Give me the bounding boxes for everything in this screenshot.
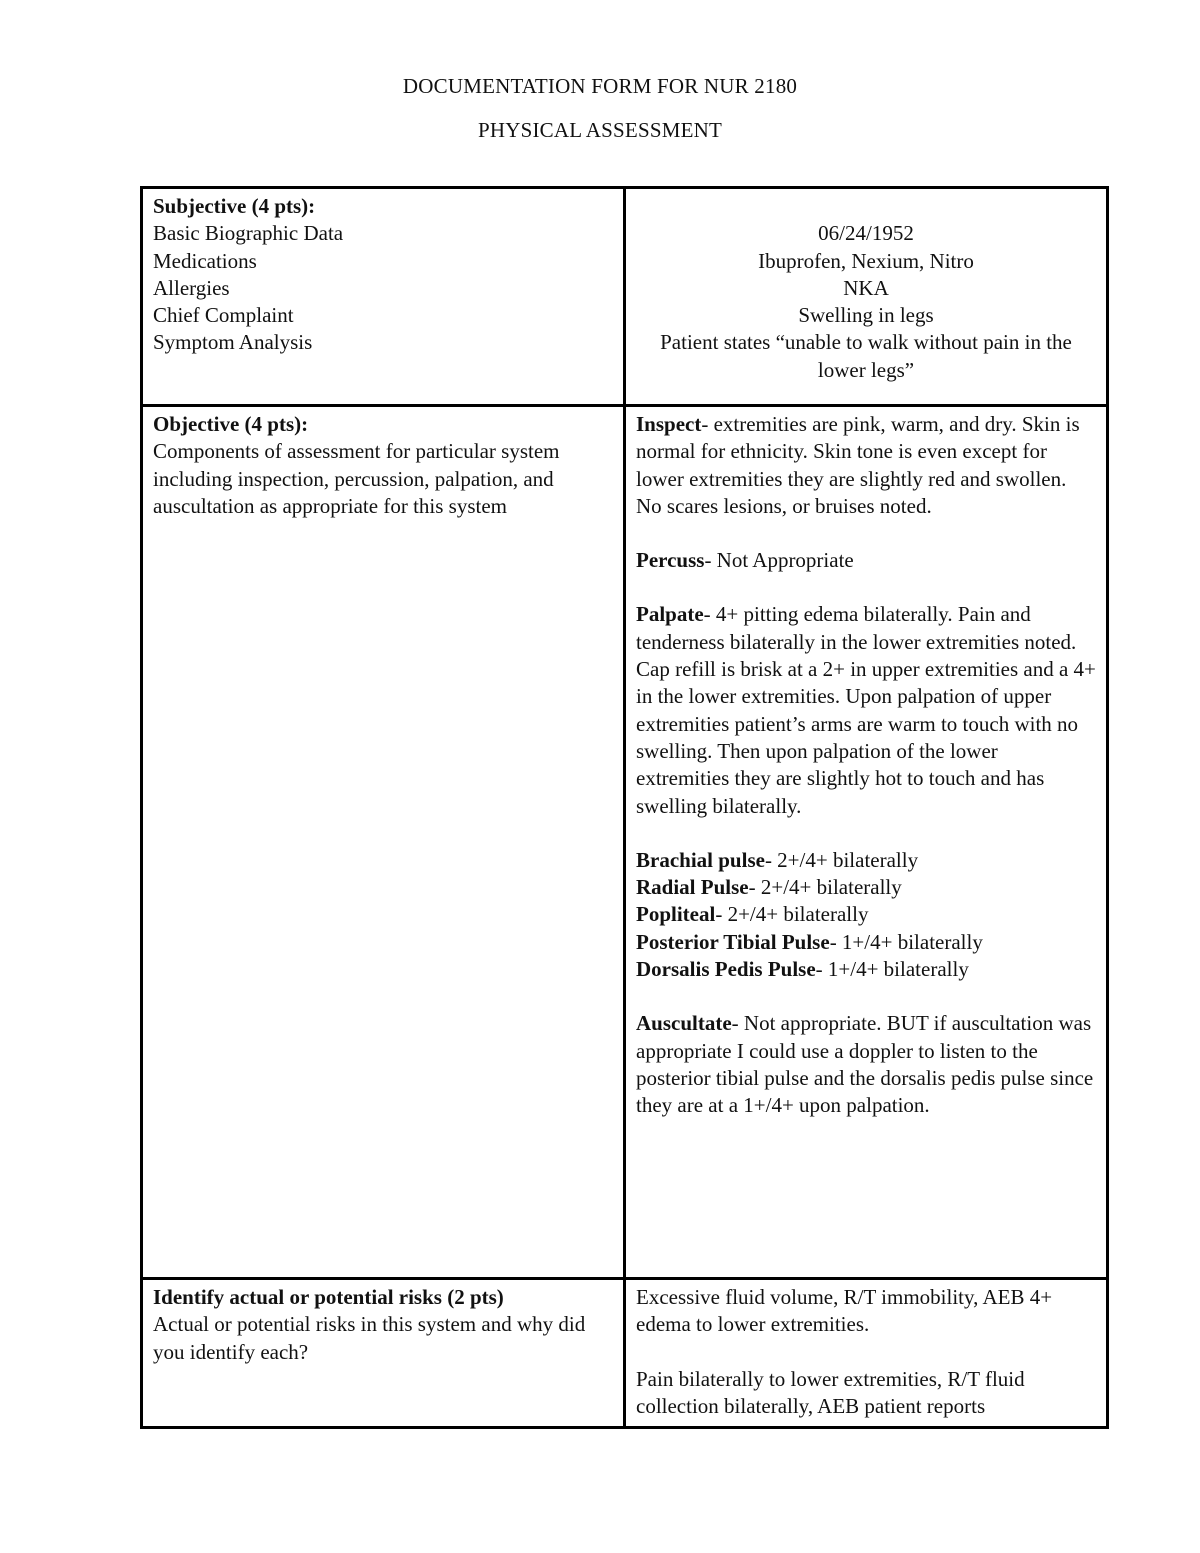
inspect-text: - extremities are pink, warm, and dry. Skin is normal for ethnicity. Skin tone is even except for lower extremities they are slightly red and swollen. No scares lesions, or bruises noted. xyxy=(636,412,1080,518)
objective-heading: Objective (4 pts): xyxy=(153,412,309,436)
document-title: DOCUMENTATION FORM FOR NUR 2180 xyxy=(402,74,798,98)
value-allergies: NKA xyxy=(843,275,889,300)
risks-row xyxy=(142,1279,1108,1428)
auscultate-label: Auscultate xyxy=(636,1011,732,1036)
label-allergies: Allergies xyxy=(153,275,230,300)
pulse-label: Radial Pulse xyxy=(636,875,749,900)
pulse-value: - 2+/4+ bilaterally xyxy=(764,847,919,872)
value-medications: Ibuprofen, Nexium, Nitro xyxy=(758,248,974,273)
subjective-value-cell xyxy=(625,188,1108,406)
pulse-label: Dorsalis Pedis Pulse xyxy=(636,957,816,982)
pulse-label: Brachial pulse xyxy=(636,847,765,872)
pulse-item-radial xyxy=(636,874,1096,901)
pulse-value: - 2+/4+ bilaterally xyxy=(715,902,869,927)
percuss-text: - Not Appropriate xyxy=(704,548,854,573)
inspect-finding xyxy=(636,411,1096,520)
label-medications: Medications xyxy=(153,248,257,273)
objective-description: Components of assessment for particular system including inspection, percussion, palpation, and auscultation as appropriate for this system xyxy=(153,439,560,518)
percuss-label: Percuss xyxy=(636,548,705,573)
pulse-item-brachial xyxy=(636,847,1096,874)
label-symptom-analysis: Symptom Analysis xyxy=(153,330,313,355)
palpate-label: Palpate xyxy=(636,602,704,627)
pulse-list xyxy=(636,847,1096,983)
value-chief-complaint: Swelling in legs xyxy=(798,303,934,328)
risks-heading: Identify actual or potential risks (2 pts) xyxy=(153,1285,504,1309)
subjective-heading: Subjective (4 pts): xyxy=(153,194,316,218)
objective-row xyxy=(142,406,1108,1279)
pulse-value: - 1+/4+ bilaterally xyxy=(829,929,983,954)
auscultate-finding xyxy=(636,1010,1096,1119)
palpate-text: - 4+ pitting edema bilaterally. Pain and tenderness bilaterally in the lower extremities noted. Cap refill is brisk at a 2+ in upper extremities and a 4+ in the lower extremities. Upon palpation of upper extremities patient’s arms are warm to touch with no swelling. Then upon palpation of the lower extremities they are slightly hot to touch and has swelling bilaterally. xyxy=(636,602,1096,818)
value-birth-date: 06/24/1952 xyxy=(818,221,914,246)
pulse-item-popliteal xyxy=(636,901,1096,928)
pulse-item-dorsalis-pedis xyxy=(636,956,1096,983)
pulse-label: Popliteal xyxy=(636,902,716,927)
risk-item: Excessive fluid volume, R/T immobility, AEB 4+ edema to lower extremities. xyxy=(636,1285,1053,1337)
label-biographic-data: Basic Biographic Data xyxy=(153,221,344,246)
document-subtitle: PHYSICAL ASSESSMENT xyxy=(478,118,722,142)
risks-label-cell xyxy=(142,1279,625,1428)
value-symptom-analysis: Patient states “unable to walk without pain in the lower legs” xyxy=(660,330,1072,382)
pulse-value: - 2+/4+ bilaterally xyxy=(748,875,902,900)
subjective-label-cell xyxy=(142,188,625,406)
pulse-value: - 1+/4+ bilaterally xyxy=(815,957,969,982)
risks-description: Actual or potential risks in this system and why did you identify each? xyxy=(153,1312,586,1364)
objective-label-cell xyxy=(142,406,625,1279)
percuss-finding xyxy=(636,547,1096,574)
auscultate-text: - Not appropriate. BUT if auscultation was appropriate I could use a doppler to listen to the posterior tibial pulse and the dorsalis pedis pulse since they are at a 1+/4+ upon palpation. xyxy=(636,1011,1094,1118)
assessment-table xyxy=(140,186,1109,1429)
risks-findings-cell xyxy=(625,1279,1108,1428)
risk-item: Pain bilaterally to lower extremities, R/T fluid collection bilaterally, AEB patient reports xyxy=(636,1366,1025,1418)
palpate-finding xyxy=(636,601,1096,819)
pulse-item-posterior-tibial xyxy=(636,929,1096,956)
pulse-label: Posterior Tibial Pulse xyxy=(636,929,830,954)
subjective-row xyxy=(142,188,1108,406)
label-chief-complaint: Chief Complaint xyxy=(153,303,294,328)
objective-findings-cell xyxy=(625,406,1108,1279)
inspect-label: Inspect xyxy=(636,412,702,436)
